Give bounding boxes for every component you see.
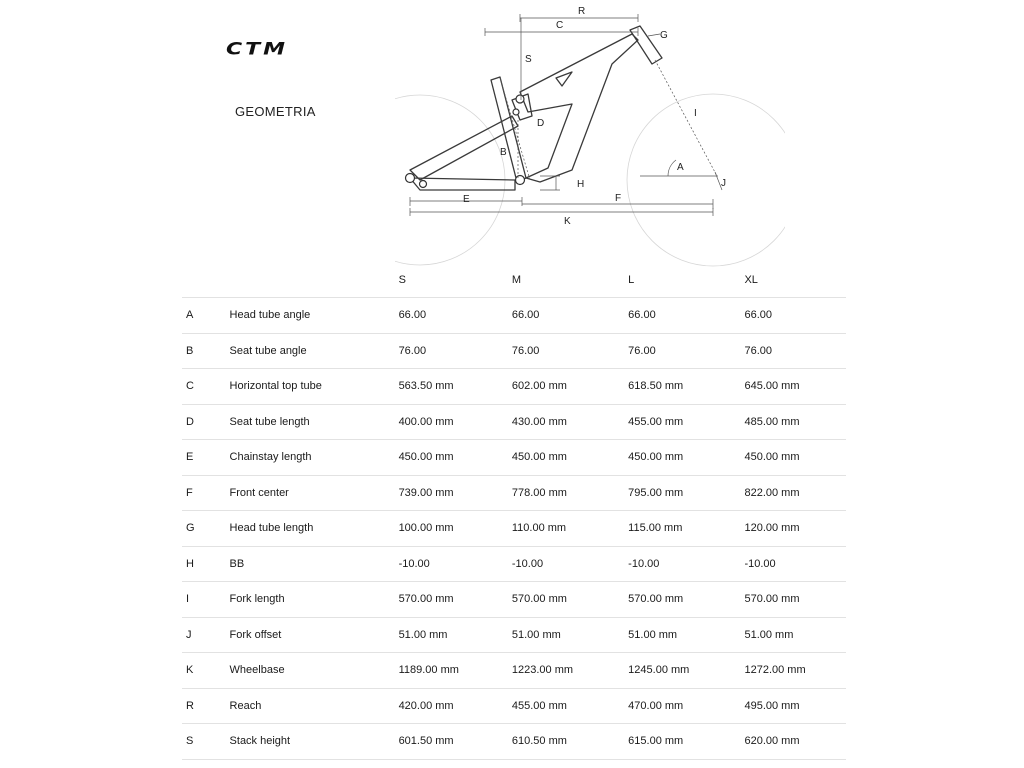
cell-size-l: 455.00 mm xyxy=(628,404,744,440)
cell-code: F xyxy=(182,475,230,511)
table-row xyxy=(182,582,846,618)
cell-name: Chainstay length xyxy=(230,440,399,476)
cell-code: B xyxy=(182,333,230,369)
cell-size-l: 470.00 mm xyxy=(628,688,744,724)
cell-code: R xyxy=(182,688,230,724)
cell-size-m: 602.00 mm xyxy=(512,369,628,405)
cell-size-s: 450.00 mm xyxy=(399,440,512,476)
cell-size-xl: 450.00 mm xyxy=(744,440,846,476)
cell-size-m: -10.00 xyxy=(512,546,628,582)
table-row xyxy=(182,617,846,653)
cell-size-l: 66.00 xyxy=(628,298,744,334)
dim-label-i: I xyxy=(694,108,697,119)
table-row xyxy=(182,440,846,476)
cell-code: I xyxy=(182,582,230,618)
cell-size-xl: 645.00 mm xyxy=(744,369,846,405)
cell-name: Reach xyxy=(230,688,399,724)
cell-size-m: 570.00 mm xyxy=(512,582,628,618)
cell-size-xl: 66.00 xyxy=(744,298,846,334)
cell-name: Head tube length xyxy=(230,511,399,547)
dim-label-f: F xyxy=(615,193,622,204)
header-size-xl: XL xyxy=(744,262,846,298)
header-size-l: L xyxy=(628,262,744,298)
header-size-s: S xyxy=(399,262,512,298)
cell-size-xl: 76.00 xyxy=(744,333,846,369)
page-title: GEOMETRIA xyxy=(235,104,316,119)
cell-size-l: 76.00 xyxy=(628,333,744,369)
cell-size-s: 1189.00 mm xyxy=(399,653,512,689)
cell-name: Fork length xyxy=(230,582,399,618)
cell-name: BB xyxy=(230,546,399,582)
cell-size-s: 66.00 xyxy=(399,298,512,334)
header-code xyxy=(182,262,230,298)
cell-size-s: 563.50 mm xyxy=(399,369,512,405)
cell-code: C xyxy=(182,369,230,405)
cell-name: Stack height xyxy=(230,724,399,760)
header-size-m: M xyxy=(512,262,628,298)
cell-size-xl: 485.00 mm xyxy=(744,404,846,440)
cell-size-l: 615.00 mm xyxy=(628,724,744,760)
front-wheel-outline xyxy=(627,94,785,266)
table-row xyxy=(182,404,846,440)
dim-label-a: A xyxy=(677,162,684,173)
cell-code: A xyxy=(182,298,230,334)
cell-name: Head tube angle xyxy=(230,298,399,334)
cell-code: E xyxy=(182,440,230,476)
cell-size-s: 570.00 mm xyxy=(399,582,512,618)
cell-code: J xyxy=(182,617,230,653)
cell-size-m: 455.00 mm xyxy=(512,688,628,724)
table-row xyxy=(182,546,846,582)
cell-name: Seat tube angle xyxy=(230,333,399,369)
dim-label-e: E xyxy=(463,194,470,205)
cell-size-l: 115.00 mm xyxy=(628,511,744,547)
cell-size-xl: -10.00 xyxy=(744,546,846,582)
cell-size-s: 100.00 mm xyxy=(399,511,512,547)
geometry-table xyxy=(182,262,846,760)
cell-size-l: 795.00 mm xyxy=(628,475,744,511)
cell-size-m: 110.00 mm xyxy=(512,511,628,547)
bike-frame xyxy=(410,26,662,190)
cell-size-xl: 495.00 mm xyxy=(744,688,846,724)
cell-name: Horizontal top tube xyxy=(230,369,399,405)
cell-size-xl: 620.00 mm xyxy=(744,724,846,760)
dim-label-j: J xyxy=(721,178,726,189)
cell-size-m: 610.50 mm xyxy=(512,724,628,760)
dim-label-r: R xyxy=(578,6,586,17)
cell-size-s: 420.00 mm xyxy=(399,688,512,724)
cell-size-l: 51.00 mm xyxy=(628,617,744,653)
table-row xyxy=(182,724,846,760)
dim-label-s: S xyxy=(525,54,532,65)
header-name xyxy=(230,262,399,298)
cell-code: G xyxy=(182,511,230,547)
dimension-lines xyxy=(410,14,722,216)
brand-logo: CTM xyxy=(226,40,289,59)
dim-label-h: H xyxy=(577,179,585,190)
cell-size-xl: 51.00 mm xyxy=(744,617,846,653)
cell-size-m: 51.00 mm xyxy=(512,617,628,653)
cell-size-s: 400.00 mm xyxy=(399,404,512,440)
cell-size-xl: 120.00 mm xyxy=(744,511,846,547)
dim-label-c: C xyxy=(556,20,564,31)
frame-geometry-diagram xyxy=(395,0,785,270)
cell-size-xl: 1272.00 mm xyxy=(744,653,846,689)
table-row xyxy=(182,688,846,724)
table-row xyxy=(182,333,846,369)
cell-size-l: 450.00 mm xyxy=(628,440,744,476)
cell-size-l: 570.00 mm xyxy=(628,582,744,618)
cell-code: S xyxy=(182,724,230,760)
cell-size-m: 1223.00 mm xyxy=(512,653,628,689)
cell-size-s: 76.00 xyxy=(399,333,512,369)
cell-size-s: 51.00 mm xyxy=(399,617,512,653)
table-row xyxy=(182,653,846,689)
table-row xyxy=(182,475,846,511)
cell-size-xl: 822.00 mm xyxy=(744,475,846,511)
cell-size-m: 76.00 xyxy=(512,333,628,369)
cell-size-l: 618.50 mm xyxy=(628,369,744,405)
table-row xyxy=(182,511,846,547)
dim-label-k: K xyxy=(564,216,571,227)
cell-size-m: 66.00 xyxy=(512,298,628,334)
dim-label-b: B xyxy=(500,147,507,158)
cell-size-l: -10.00 xyxy=(628,546,744,582)
table-header-row xyxy=(182,262,846,298)
table-row xyxy=(182,369,846,405)
cell-size-s: -10.00 xyxy=(399,546,512,582)
cell-name: Front center xyxy=(230,475,399,511)
cell-name: Wheelbase xyxy=(230,653,399,689)
geometry-table-body xyxy=(182,298,846,760)
cell-size-s: 739.00 mm xyxy=(399,475,512,511)
cell-size-l: 1245.00 mm xyxy=(628,653,744,689)
cell-size-m: 430.00 mm xyxy=(512,404,628,440)
cell-name: Fork offset xyxy=(230,617,399,653)
cell-size-m: 778.00 mm xyxy=(512,475,628,511)
table-row xyxy=(182,298,846,334)
dim-label-g: G xyxy=(660,30,668,41)
cell-name: Seat tube length xyxy=(230,404,399,440)
cell-size-s: 601.50 mm xyxy=(399,724,512,760)
dim-label-d: D xyxy=(537,118,545,129)
cell-code: D xyxy=(182,404,230,440)
cell-size-xl: 570.00 mm xyxy=(744,582,846,618)
cell-size-m: 450.00 mm xyxy=(512,440,628,476)
cell-code: K xyxy=(182,653,230,689)
cell-code: H xyxy=(182,546,230,582)
